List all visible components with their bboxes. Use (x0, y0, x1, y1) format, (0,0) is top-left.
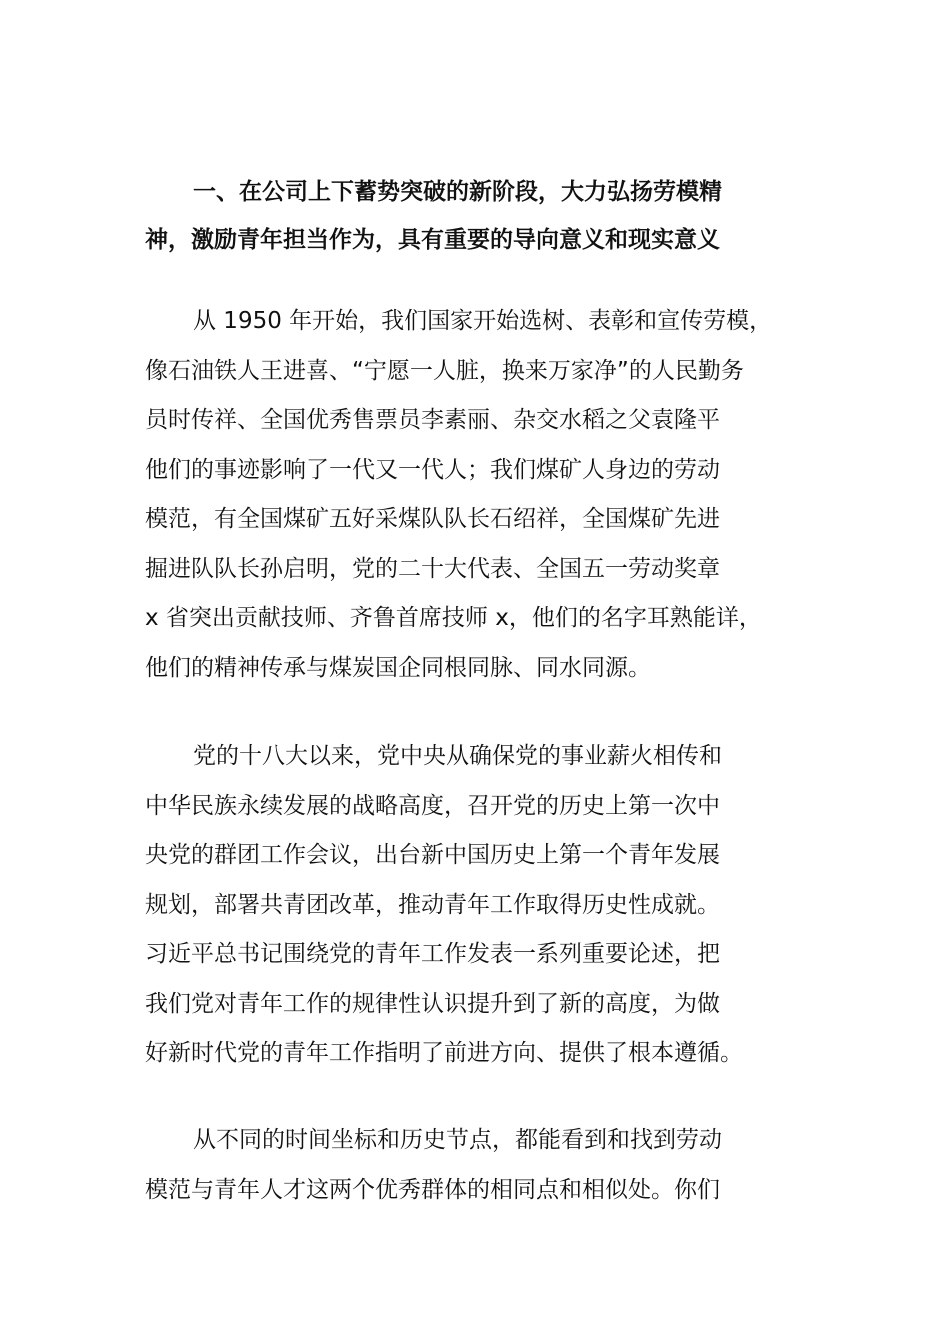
paragraph-line: 他们的精神传承与煤炭国企同根同脉、同水同源。 (145, 654, 651, 681)
paragraph-line: 习近平总书记围绕党的青年工作发表一系列重要论述，把 (145, 941, 720, 967)
section-heading (145, 168, 815, 264)
paragraph-line: 中华民族永续发展的战略高度，召开党的历史上第一次中 (145, 792, 720, 819)
paragraph-line: 党的十八大以来，党中央从确保党的事业薪火相传和 (193, 743, 722, 769)
heading-line: 一、在公司上下蓄势突破的新阶段，大力弘扬劳模精 (193, 179, 722, 205)
paragraph-line: 从不同的时间坐标和历史节点，都能看到和找到劳动 (193, 1127, 722, 1153)
paragraph-line: 我们党对青年工作的规律性认识提升到了新的高度，为做 (145, 990, 720, 1017)
paragraph-line: 他们的事迹影响了一代又一代人；我们煤矿人身边的劳动 (145, 456, 720, 483)
paragraph-line: 从 1950 年开始，我们国家开始选树、表彰和宣传劳模， (193, 308, 773, 334)
paragraph-line: 好新时代党的青年工作指明了前进方向、提供了根本遵循。 (145, 1040, 743, 1066)
heading-line: 神，激励青年担当作为，具有重要的导向意义和现实意义 (145, 227, 720, 253)
paragraph-line: 掘进队队长孙启明，党的二十大代表、全国五一劳动奖章 (145, 555, 720, 582)
paragraph-labor-models (145, 297, 815, 693)
paragraph-youth-work (145, 732, 815, 1079)
paragraph-common-points (145, 1116, 815, 1215)
paragraph-line: 央党的群团工作会议，出台新中国历史上第一个青年发展 (145, 842, 720, 868)
paragraph-line: x 省突出贡献技师、齐鲁首席技师 x，他们的名字耳熟能详， (145, 605, 762, 631)
paragraph-line: 规划，部署共青团改革，推动青年工作取得历史性成就。 (145, 891, 720, 918)
paragraph-line: 模范与青年人才这两个优秀群体的相同点和相似处。你们 (145, 1176, 720, 1203)
paragraph-line: 模范，有全国煤矿五好采煤队队长石绍祥，全国煤矿先进 (145, 506, 720, 532)
paragraph-line: 员时传祥、全国优秀售票员李素丽、杂交水稻之父袁隆平 (145, 407, 720, 433)
paragraph-line: 像石油铁人王进喜、“宁愿一人脏，换来万家净”的人民勤务 (145, 357, 744, 384)
